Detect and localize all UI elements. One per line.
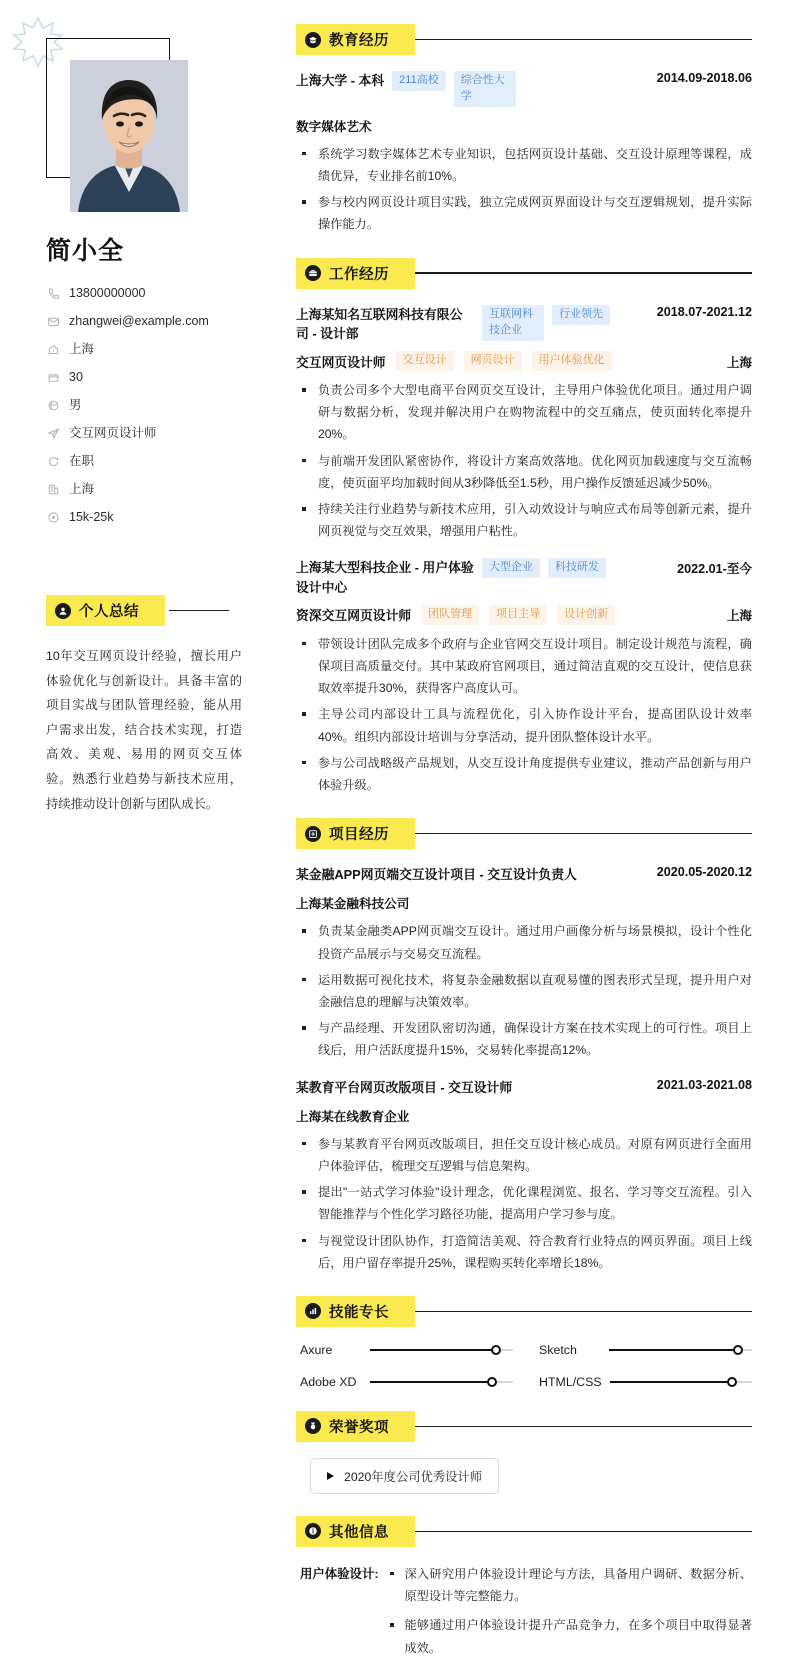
cap-icon: [305, 32, 321, 48]
section-title: 教育经历: [329, 33, 389, 49]
tag-group: [482, 305, 643, 341]
project-entry: [296, 1078, 752, 1274]
slider-knob[interactable]: [487, 1377, 497, 1387]
contact-item-company-city: [46, 475, 266, 503]
section-highlight: [296, 818, 415, 849]
contact-item-position: [46, 419, 266, 447]
section-title: 工作经历: [329, 266, 389, 283]
bullet-item: 参与公司战略级产品规划，从交互设计角度提供专业建议，推动产品创新与用户体验升级。: [296, 752, 752, 796]
photo-block: [46, 38, 206, 213]
date-range: 2020.05-2020.12: [656, 865, 752, 880]
bullet-list: [296, 143, 752, 236]
tag: 用户体验优化: [532, 351, 612, 371]
bullet-item: 深入研究用户体验设计理论与方法，具备用户调研、数据分析、原型设计等完整能力。: [384, 1563, 752, 1607]
avatar: [70, 60, 188, 212]
home-icon: [46, 342, 60, 356]
bullet-item: 负责公司多个大型电商平台网页交互设计，主导用户体验优化项目。通过用户调研与数据分析，发现并解决用户在购物流程中的交互痛点，使页面转化率提升20%。: [296, 379, 752, 446]
slider-fill: [370, 1381, 492, 1383]
bullet-item: 参与校内网页设计项目实践，独立完成网页界面设计与交互逻辑规划，提升实际操作能力。: [296, 191, 752, 235]
tag: 团队管理: [421, 605, 479, 625]
building-icon: [46, 482, 60, 496]
bullet-item: 系统学习数字媒体艺术专业知识，包括网页设计基础、交互设计原理等课程，成绩优异，专业排名前10%。: [296, 143, 752, 187]
bullet-item: 运用数据可视化技术，将复杂金融数据以直观易懂的图表形式呈现，提升用户对金融信息的理解与决策效率。: [296, 969, 752, 1013]
section-header-skills: [296, 1296, 752, 1327]
bullet-list: [384, 1563, 752, 1659]
award-list: [296, 1458, 752, 1494]
job-title: 交互网页设计师: [296, 354, 386, 370]
skill-slider[interactable]: [609, 1345, 752, 1355]
section-work: [296, 258, 752, 796]
job-title: 资深交互网页设计师: [296, 608, 412, 624]
section-rule: [401, 1531, 752, 1532]
contact-value: 交互网页设计师: [69, 425, 157, 440]
tag-group: [392, 71, 643, 107]
contact-value: 13800000000: [69, 285, 146, 300]
tag: 设计创新: [557, 605, 615, 625]
bullet-item: 主导公司内部设计工具与流程优化，引入协作设计平台，提高团队设计效率40%。组织内部设计培训与分享活动，提升团队整体设计水平。: [296, 703, 752, 747]
job-location: 上海: [726, 355, 752, 370]
bullet-item: 能够通过用户体验设计提升产品竞争力，在多个项目中取得显著成效。: [384, 1614, 752, 1658]
contact-value: zhangwei@example.com: [69, 313, 209, 328]
section-header-work: [296, 258, 752, 289]
contact-value: 30: [69, 369, 83, 384]
page-title: 简小全: [46, 237, 125, 265]
tag: 大型企业: [482, 558, 540, 578]
bullet-item: 参与某教育平台网页改版项目，担任交互设计核心成员。对原有网页进行全面用户体验评估，梳理交互逻辑与信息架构。: [296, 1133, 752, 1177]
skill-item: [539, 1343, 752, 1357]
contact-item-status: [46, 447, 266, 475]
skill-slider[interactable]: [370, 1345, 513, 1355]
section-title: 技能专长: [329, 1304, 389, 1321]
slider-knob[interactable]: [727, 1377, 737, 1387]
project-icon: [305, 826, 321, 842]
skill-slider[interactable]: [610, 1377, 752, 1387]
date-range: 2014.09-2018.06: [656, 71, 752, 85]
project-entry: [296, 865, 752, 1061]
section-highlight: [296, 1296, 415, 1327]
contact-item-age: [46, 363, 266, 391]
date-range: 2018.07-2021.12: [656, 304, 752, 319]
bullet-list: [296, 920, 752, 1061]
slider-fill: [610, 1381, 732, 1383]
date-range: 2022.01-至今: [677, 562, 752, 577]
sidebar: [0, 0, 290, 1570]
info-icon: [305, 1523, 321, 1539]
bullet-item: 带领设计团队完成多个政府与企业官网交互设计项目。制定设计规范与流程，确保项目高质量交付。其中某政府官网项目，通过简洁直观的交互设计，使信息获取效率提升30%，获得客户高度认可。: [296, 633, 752, 700]
contact-item-phone: [46, 279, 266, 307]
slider-fill: [609, 1349, 738, 1351]
tag: 综合性大学: [454, 71, 516, 107]
award-label: 2020年度公司优秀设计师: [344, 1469, 483, 1484]
section-education: [296, 24, 752, 236]
bullet-item: 与视觉设计团队协作，打造简洁美观、符合教育行业特点的网页界面。项目上线后，用户留存率提升25%，课程购买转化率增长18%。: [296, 1230, 752, 1274]
entry-header: [296, 1078, 752, 1097]
user-icon: [55, 603, 71, 619]
bullet-item: 持续关注行业趋势与新技术应用，引入动效设计与响应式布局等创新元素，提升网页视觉与交互效果，增强用户粘性。: [296, 498, 752, 542]
tag: 行业领先: [552, 305, 610, 325]
section-title: 荣誉奖项: [329, 1419, 389, 1436]
other-group-label: 用户体验设计:: [300, 1566, 379, 1581]
project-company: 上海某在线教育企业: [296, 1109, 410, 1124]
section-honors: [296, 1411, 752, 1494]
tag-group: [482, 558, 663, 578]
section-rule: [401, 833, 752, 834]
entry-header: [296, 865, 752, 884]
tag: 科技研发: [548, 558, 606, 578]
other-group: [296, 1563, 752, 1666]
contact-value: 男: [69, 397, 82, 412]
calendar-icon: [46, 370, 60, 384]
skill-slider[interactable]: [370, 1377, 513, 1387]
slider-fill: [370, 1349, 496, 1351]
contact-item-location: [46, 335, 266, 363]
project-name: 某教育平台网页改版项目 - 交互设计师: [296, 1079, 513, 1095]
tag: 项目主导: [489, 605, 547, 625]
section-rule: [401, 39, 752, 40]
entry-header: [296, 305, 752, 343]
section-other-info: [296, 1516, 752, 1666]
company-name: 上海某大型科技企业 - 用户体验设计中心: [296, 560, 474, 595]
skill-label: HTML/CSS: [539, 1374, 602, 1389]
status-icon: [46, 454, 60, 468]
play-triangle-icon: [327, 1472, 334, 1480]
section-highlight: [296, 258, 415, 289]
tag: 交互设计: [396, 351, 454, 371]
tag: 网页设计: [464, 351, 522, 371]
bullet-item: 提出"一站式学习体验"设计理念，优化课程浏览、报名、学习等交互流程。引入智能推荐与个性化学习路径功能，提高用户学习参与度。: [296, 1181, 752, 1225]
award-item[interactable]: [310, 1458, 499, 1494]
contact-value: 15k-25k: [69, 509, 114, 524]
bullet-list: [296, 379, 752, 542]
briefcase-icon: [305, 265, 321, 281]
contact-item-email: [46, 307, 266, 335]
skills-grid: [296, 1343, 752, 1389]
contact-value: 上海: [69, 341, 95, 356]
medal-icon: [305, 1418, 321, 1434]
section-title: 其他信息: [329, 1524, 389, 1541]
work-entry: [296, 558, 752, 796]
role-row: [296, 351, 752, 371]
send-icon: [46, 426, 60, 440]
skill-label: Axure: [300, 1342, 333, 1357]
section-title: 项目经历: [329, 827, 389, 844]
other-group-body: [384, 1563, 752, 1666]
job-location: 上海: [726, 609, 752, 624]
company-name: 上海某知名互联网科技有限公司 - 设计部: [296, 306, 463, 341]
main-content: [290, 0, 794, 1655]
section-rule: [401, 1426, 752, 1427]
bullet-item: 与前端开发团队紧密协作，将设计方案高效落地。优化网页加载速度与交互流畅度，使页面平均加载时间从3秒降低至1.5秒，用户操作反馈延迟减少50%。: [296, 450, 752, 494]
section-rule: [401, 272, 752, 273]
section-header-summary: [46, 595, 258, 626]
work-entry: [296, 305, 752, 543]
bullet-item: 与产品经理、开发团队密切沟通，确保设计方案在技术实现上的可行性。项目上线后，用户活跃度提升15%，交易转化率提高12%。: [296, 1017, 752, 1061]
summary-text: 10年交互网页设计经验，擅长用户体验优化与创新设计。具备丰富的项目实战与团队管理经验，能从用户需求出发，结合技术实现，打造高效、美观、易用的网页交互体验。熟悉行业趋势与新技术应用，持续推动设计创新与团队成长。: [46, 649, 242, 811]
role-row: [296, 605, 752, 625]
bullet-list: [296, 1133, 752, 1274]
gender-icon: [46, 398, 60, 412]
bullet-item: 负责某金融类APP网页端交互设计。通过用户画像分析与场景模拟，设计个性化投资产品展示与交易交互流程。: [296, 920, 752, 964]
entry-header: [296, 558, 752, 596]
slider-knob[interactable]: [491, 1345, 501, 1355]
phone-icon: [46, 286, 60, 300]
section-title: 个人总结: [79, 604, 139, 620]
skill-label: Sketch: [539, 1342, 577, 1357]
contact-value: 上海: [69, 481, 95, 496]
section-header-projects: [296, 818, 752, 849]
section-rule: [169, 610, 229, 611]
skill-item: [300, 1375, 513, 1389]
entry-header: [296, 71, 752, 107]
chart-icon: [305, 1303, 321, 1319]
major: 数字媒体艺术: [296, 119, 372, 134]
education-entry: [296, 71, 752, 236]
tag: 互联网科技企业: [482, 305, 544, 341]
bullet-list: [296, 633, 752, 796]
skill-item: [539, 1375, 752, 1389]
tag: 211高校: [392, 71, 446, 91]
section-skills: [296, 1296, 752, 1389]
salary-icon: [46, 510, 60, 524]
section-rule: [401, 1311, 752, 1312]
project-name: 某金融APP网页端交互设计项目 - 交互设计负责人: [296, 867, 577, 883]
school-name: 上海大学 - 本科: [296, 73, 385, 88]
section-header-education: [296, 24, 752, 55]
section-highlight: [46, 595, 165, 626]
slider-knob[interactable]: [733, 1345, 743, 1355]
contact-list: [46, 279, 266, 531]
section-highlight: [296, 1411, 415, 1442]
contact-item-salary: [46, 503, 266, 531]
date-range: 2021.03-2021.08: [656, 1077, 752, 1092]
skill-item: [300, 1343, 513, 1357]
project-company: 上海某金融科技公司: [296, 897, 410, 912]
mail-icon: [46, 314, 60, 328]
section-highlight: [296, 24, 415, 55]
section-highlight: [296, 1516, 415, 1547]
section-header-honors: [296, 1411, 752, 1442]
section-projects: [296, 818, 752, 1274]
contact-value: 在职: [69, 453, 95, 468]
contact-item-gender: [46, 391, 266, 419]
section-header-other-info: [296, 1516, 752, 1547]
skill-label: Adobe XD: [300, 1374, 357, 1389]
